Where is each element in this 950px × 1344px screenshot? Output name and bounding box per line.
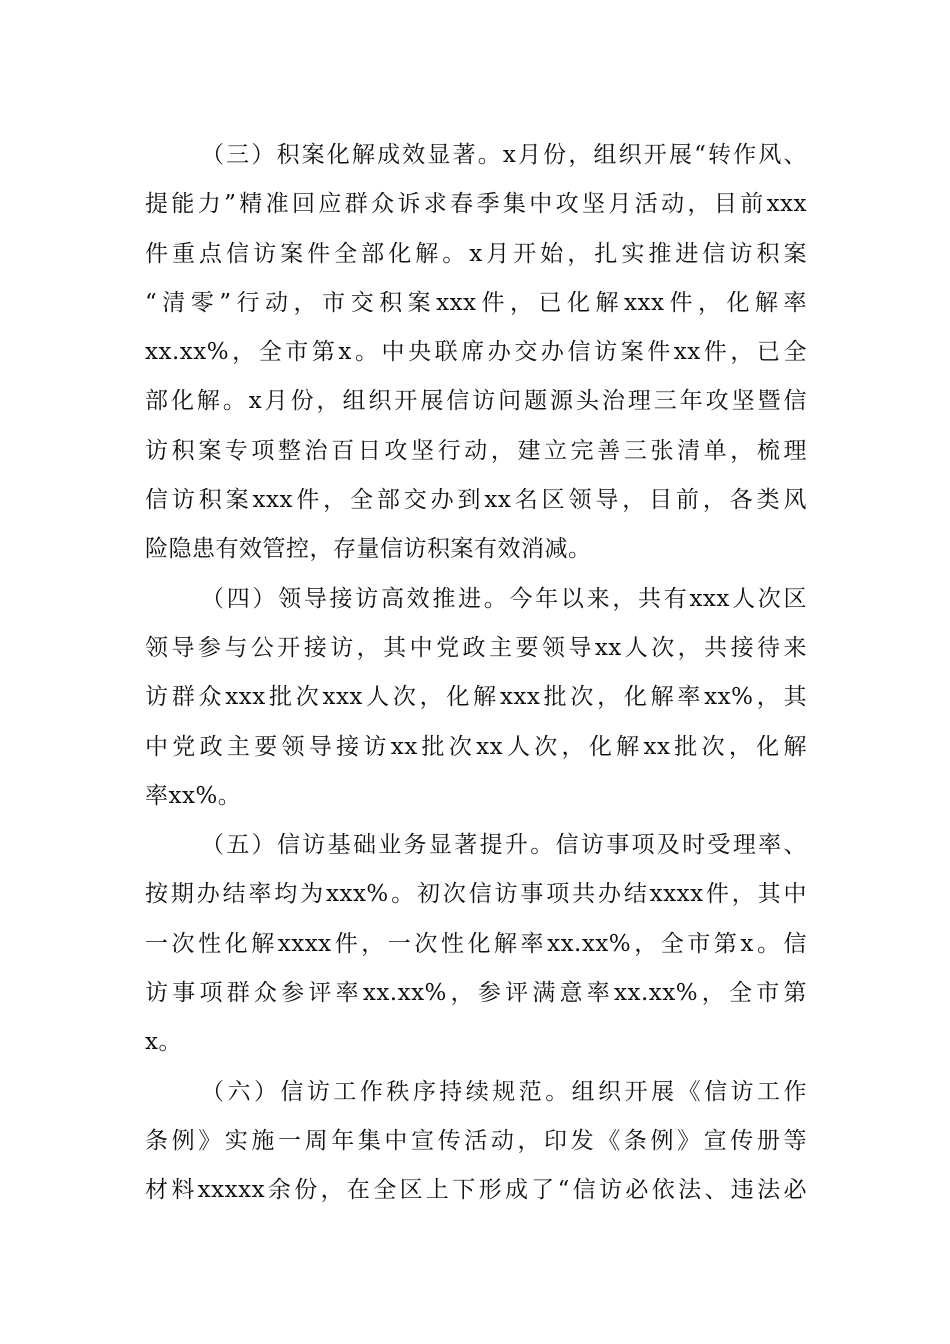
text-line: （五）信访基础业务显著提升。信访事项及时受理率、 bbox=[201, 832, 807, 859]
paragraph-3 bbox=[145, 131, 807, 575]
text-line: （三）积案化解成效显著。x月份，组织开展“转作风、 bbox=[201, 142, 807, 168]
text-line: 访群众xxx批次xxx人次，化解xxx批次，化解率xx%，其 bbox=[145, 684, 807, 711]
text-line: 信访积案xxx件，全部交办到xx名区领导，目前，各类风 bbox=[145, 487, 807, 514]
text-line: “清零”行动，市交积案xxx件，已化解xxx件，化解率 bbox=[145, 289, 807, 316]
text-line: （四）领导接访高效推进。今年以来，共有xxx人次区 bbox=[201, 585, 807, 612]
text-line: 一次性化解xxxx件，一次性化解率xx.xx%，全市第x。信 bbox=[145, 930, 807, 957]
text-line: 中党政主要领导接访xx批次xx人次，化解xx批次，化解 bbox=[145, 733, 807, 760]
text-line: xx.xx%，全市第x。中央联席办交办信访案件xx件，已全 bbox=[145, 339, 807, 366]
paragraph-6 bbox=[145, 1068, 807, 1216]
text-line: 领导参与公开接访，其中党政主要领导xx人次，共接待来 bbox=[145, 634, 807, 661]
text-line: 提能力”精准回应群众诉求春季集中攻坚月活动，目前xxx bbox=[145, 191, 807, 218]
text-line: 访事项群众参评率xx.xx%，参评满意率xx.xx%，全市第 bbox=[145, 980, 807, 1007]
text-line: 访积案专项整治百日攻坚行动，建立完善三张清单，梳理 bbox=[145, 437, 807, 464]
text-line: x。 bbox=[145, 1029, 182, 1056]
paragraph-5 bbox=[145, 821, 807, 1067]
text-line: 条例》实施一周年集中宣传活动，印发《条例》宣传册等 bbox=[145, 1127, 807, 1154]
text-line: （六）信访工作秩序持续规范。组织开展《信访工作 bbox=[201, 1078, 807, 1105]
document-page bbox=[145, 131, 807, 1216]
text-line: 件重点信访案件全部化解。x月开始，扎实推进信访积案 bbox=[145, 240, 807, 267]
text-line: 材料xxxxx余份，在全区上下形成了“信访必依法、违法必 bbox=[145, 1177, 807, 1204]
text-line: 部化解。x月份，组织开展信访问题源头治理三年攻坚暨信 bbox=[145, 388, 807, 415]
text-line: 险隐患有效管控，存量信访积案有效消减。 bbox=[145, 536, 592, 563]
text-line: 按期办结率均为xxx%。初次信访事项共办结xxxx件，其中 bbox=[145, 881, 807, 908]
text-line: 率xx%。 bbox=[145, 782, 242, 809]
paragraph-4 bbox=[145, 575, 807, 821]
